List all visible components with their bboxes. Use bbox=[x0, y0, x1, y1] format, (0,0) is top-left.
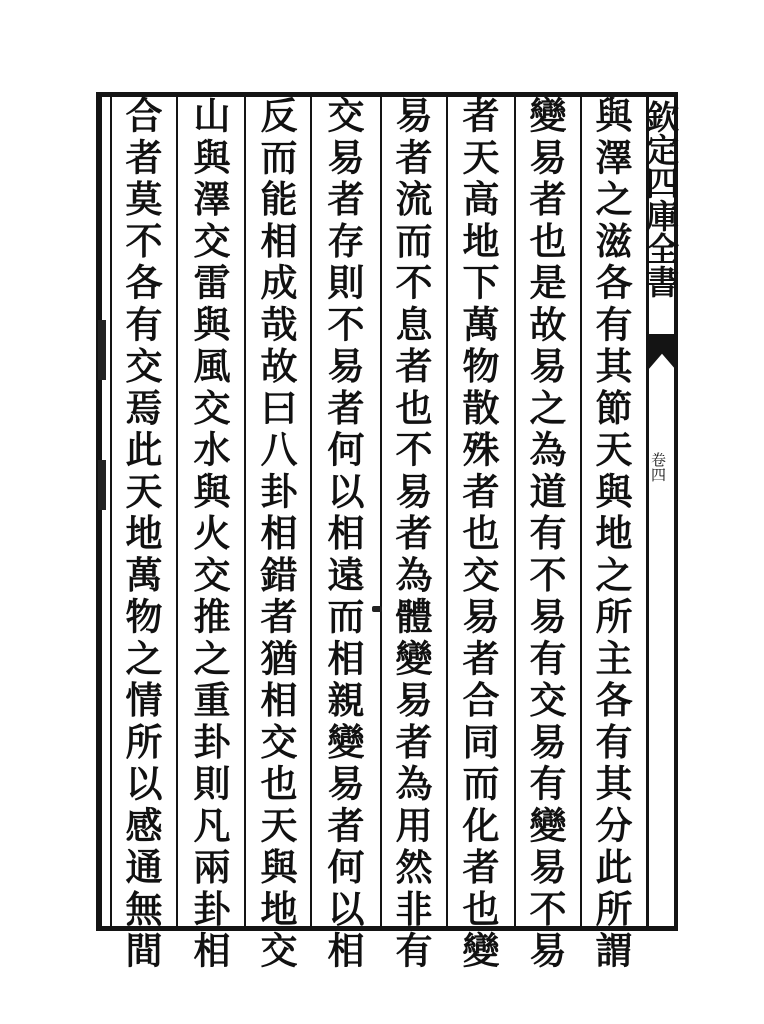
text-column-6: 反而能相成哉故曰八卦相錯者猶相交也天與地交 bbox=[254, 96, 298, 973]
binding-mark bbox=[98, 460, 106, 510]
book-title: 欽定四庫全書 bbox=[641, 100, 680, 298]
column-divider bbox=[380, 92, 382, 931]
left-border-inner bbox=[110, 92, 112, 931]
fish-tail-mark bbox=[648, 334, 676, 370]
column-divider bbox=[580, 92, 582, 931]
punctuation-dot bbox=[372, 606, 382, 612]
volume-label: 卷四 bbox=[649, 452, 667, 482]
text-column-3: 者天高地下萬物散殊者也交易者合同而化者也變 bbox=[456, 96, 500, 973]
column-divider bbox=[310, 92, 312, 931]
column-divider bbox=[514, 92, 516, 931]
text-column-4: 易者流而不息者也不易者為體變易者為用然非有 bbox=[389, 96, 433, 973]
binding-marks bbox=[98, 320, 108, 520]
column-divider bbox=[176, 92, 178, 931]
column-divider bbox=[244, 92, 246, 931]
text-column-1: 與澤之滋各有其節天與地之所主各有其分此所謂 bbox=[589, 96, 633, 973]
column-divider bbox=[446, 92, 448, 931]
binding-mark bbox=[98, 320, 106, 380]
text-column-2: 變易者也是故易之為道有不易有交易有變易不易 bbox=[523, 96, 567, 973]
text-column-7: 山與澤交雷與風交水與火交推之重卦則凡兩卦相 bbox=[187, 96, 231, 973]
text-column-8: 合者莫不各有交焉此天地萬物之情所以感通無間 bbox=[119, 96, 163, 973]
text-column-5: 交易者存則不易者何以相遠而相親變易者何以相 bbox=[321, 96, 365, 973]
